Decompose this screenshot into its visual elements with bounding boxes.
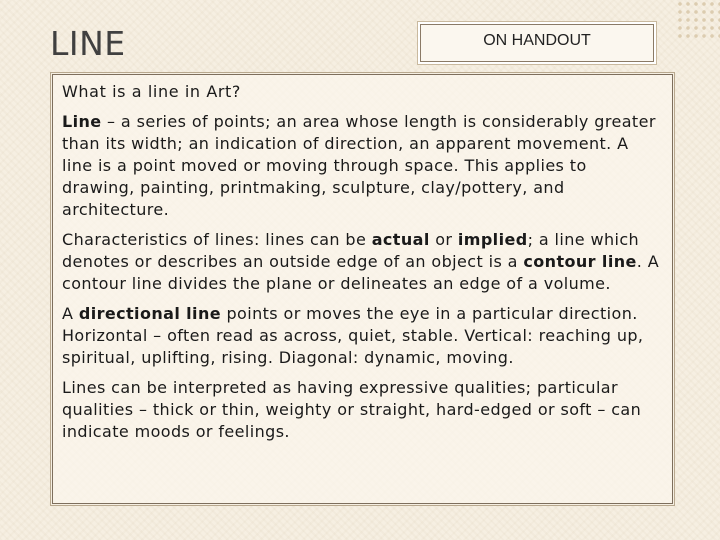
content-box: [52, 74, 673, 504]
line-term: Line: [62, 112, 102, 131]
contour-line-term: contour line: [523, 252, 637, 271]
directional-text-2: points or moves the eye in a particular direction. Horizontal – often read as across, quiet, stable. Vertical: reaching up, spiritual, uplifting, rising. Diagonal: dynamic, moving.: [62, 304, 644, 367]
line-definition-paragraph: [62, 111, 663, 221]
expressive-paragraph: Lines can be interpreted as having expressive qualities; particular qualities – thick or thin, weighty or straight, hard-edged or soft – can indicate moods or feelings.: [62, 378, 642, 441]
handout-label: ON HANDOUT: [483, 32, 591, 49]
corner-dot-pattern: [676, 0, 720, 42]
handout-label-box: [420, 24, 654, 62]
slide-title: LINE: [50, 24, 126, 63]
question-heading: What is a line in Art?: [62, 82, 242, 101]
characteristics-text-4: . A contour line divides the plane or delineates an edge of a volume.: [62, 252, 660, 293]
characteristics-paragraph: [62, 229, 663, 295]
actual-term: actual: [371, 230, 430, 249]
directional-line-term: directional line: [78, 304, 221, 323]
directional-text-1: A: [62, 304, 79, 323]
characteristics-text-3: ; a line which denotes or describes an outside edge of an object is a: [62, 230, 640, 271]
line-definition-text: – a series of points; an area whose length is considerably greater than its width; an indication of direction, an apparent movement. A line is a point moved or moving through space. This applies to drawing, painting, printmaking, sculpture, clay/pottery, and architecture.: [62, 112, 656, 219]
implied-term: implied: [457, 230, 528, 249]
characteristics-text-1: Characteristics of lines: lines can be: [62, 230, 372, 249]
directional-paragraph: [62, 303, 663, 369]
characteristics-text-2: or: [429, 230, 458, 249]
